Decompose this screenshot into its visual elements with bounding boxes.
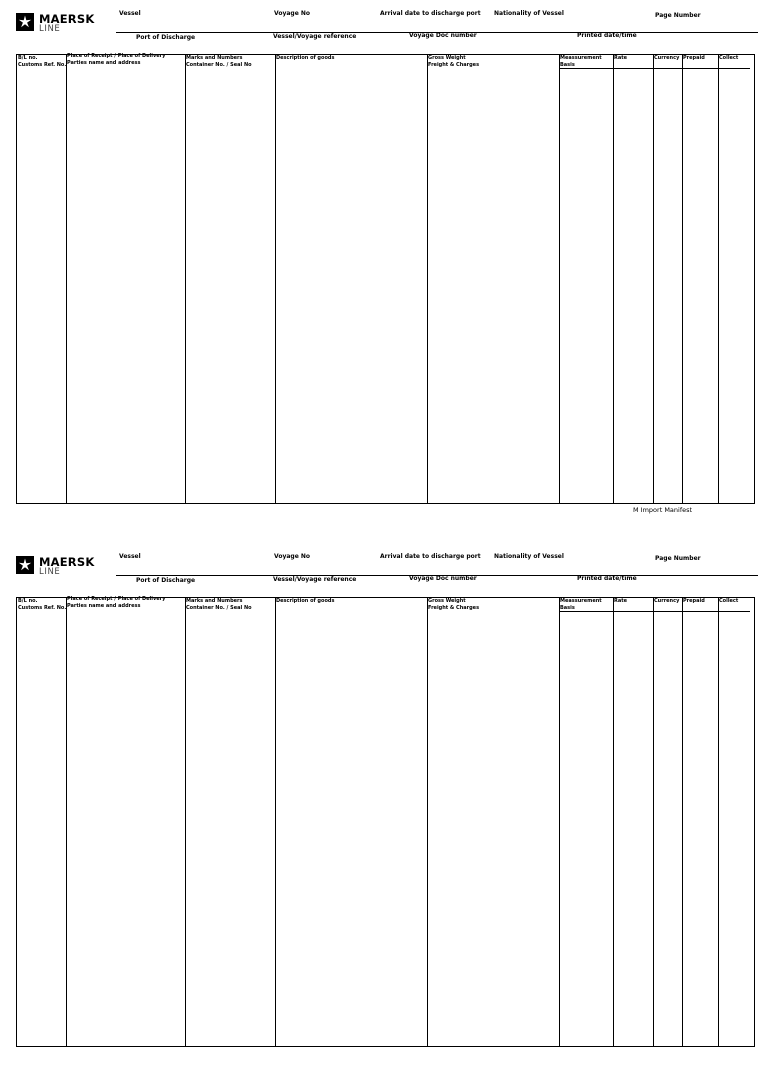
page-number-label: Page Number bbox=[655, 555, 701, 562]
col-place: Place of Receipt / Place of Delivery Parties name and address bbox=[67, 596, 166, 609]
col-collect: Collect bbox=[719, 55, 739, 61]
column-divider bbox=[427, 598, 428, 1046]
col-description: Description of goods bbox=[276, 598, 335, 604]
column-divider bbox=[613, 55, 614, 503]
column-divider bbox=[718, 598, 719, 1046]
column-divider bbox=[275, 55, 276, 503]
brand-name: MAERSK bbox=[39, 555, 95, 569]
arrival-date-label: Arrival date to discharge port bbox=[380, 10, 481, 17]
voyage-no-label: Voyage No bbox=[274, 10, 310, 17]
col-gross-weight: Gross Weight Freight & Charges bbox=[428, 55, 480, 68]
column-divider bbox=[559, 55, 560, 503]
col-marks: Marks and Numbers Container No. / Seal No bbox=[186, 598, 252, 611]
column-divider bbox=[718, 55, 719, 503]
vessel-voyage-ref-label: Vessel/Voyage reference bbox=[273, 576, 357, 583]
footer-title: M Import Manifest bbox=[633, 506, 693, 514]
col-bl-no: B/L no. Customs Ref. No. bbox=[18, 598, 67, 611]
manifest-table bbox=[16, 54, 755, 504]
port-of-discharge-label: Port of Discharge bbox=[136, 34, 196, 41]
column-divider bbox=[66, 598, 67, 1046]
column-divider bbox=[559, 598, 560, 1046]
brand-sub: LINE bbox=[39, 567, 61, 577]
col-place: Place of Receipt / Place of Delivery Parties name and address bbox=[67, 53, 166, 66]
voyage-no-label: Voyage No bbox=[274, 553, 310, 560]
arrival-date-label: Arrival date to discharge port bbox=[380, 553, 481, 560]
column-divider bbox=[66, 55, 67, 503]
page-number-label: Page Number bbox=[655, 12, 701, 19]
vessel-label: Vessel bbox=[119, 10, 141, 17]
column-divider bbox=[427, 55, 428, 503]
col-measurement: Meassurement Basis bbox=[560, 55, 602, 68]
col-bl-no: B/L no. Customs Ref. No. bbox=[18, 55, 67, 68]
col-measurement: Meassurement Basis bbox=[560, 598, 602, 611]
col-prepaid: Prepaid bbox=[683, 55, 705, 61]
star-icon bbox=[16, 13, 34, 31]
column-divider bbox=[682, 598, 683, 1046]
manifest-table bbox=[16, 597, 755, 1047]
manifest-page-2 bbox=[0, 543, 768, 1087]
column-divider bbox=[275, 598, 276, 1046]
col-rate: Rate bbox=[614, 598, 628, 604]
column-divider bbox=[653, 55, 654, 503]
col-collect: Collect bbox=[719, 598, 739, 604]
col-prepaid: Prepaid bbox=[683, 598, 705, 604]
column-divider bbox=[613, 598, 614, 1046]
brand-sub: LINE bbox=[39, 24, 61, 34]
vessel-label: Vessel bbox=[119, 553, 141, 560]
printed-datetime-label: Printed date/time bbox=[577, 575, 637, 582]
column-divider bbox=[185, 55, 186, 503]
col-gross-weight: Gross Weight Freight & Charges bbox=[428, 598, 480, 611]
col-rate: Rate bbox=[614, 55, 628, 61]
nationality-label: Nationality of Vessel bbox=[494, 10, 564, 17]
column-divider bbox=[185, 598, 186, 1046]
printed-datetime-label: Printed date/time bbox=[577, 32, 637, 39]
column-divider bbox=[653, 598, 654, 1046]
col-currency: Currency bbox=[654, 55, 680, 61]
port-of-discharge-label: Port of Discharge bbox=[136, 577, 196, 584]
voyage-doc-number-label: Voyage Doc number bbox=[409, 575, 477, 582]
nationality-label: Nationality of Vessel bbox=[494, 553, 564, 560]
col-description: Description of goods bbox=[276, 55, 335, 61]
column-divider bbox=[682, 55, 683, 503]
star-icon bbox=[16, 556, 34, 574]
brand-name: MAERSK bbox=[39, 12, 95, 26]
col-currency: Currency bbox=[654, 598, 680, 604]
col-marks: Marks and Numbers Container No. / Seal No bbox=[186, 55, 252, 68]
voyage-doc-number-label: Voyage Doc number bbox=[409, 32, 477, 39]
vessel-voyage-ref-label: Vessel/Voyage reference bbox=[273, 33, 357, 40]
